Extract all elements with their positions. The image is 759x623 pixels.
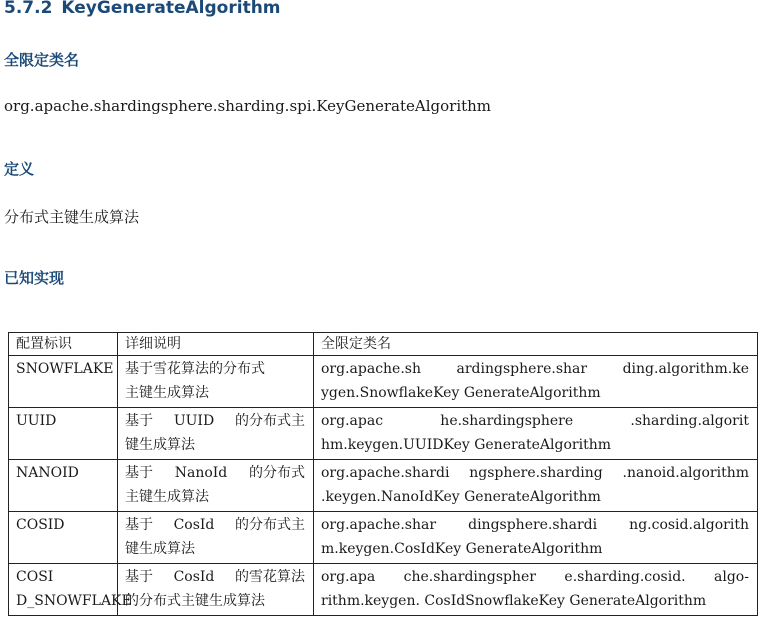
definition-label: 定义 (4, 160, 35, 178)
cell-description (118, 512, 314, 564)
fqcn-segment: he.shardingsphere (440, 413, 574, 429)
config-id-line: COSI (16, 569, 54, 585)
fqcn-segment: ygen.SnowflakeKey GenerateAlgorithm (321, 385, 601, 401)
cell-config-id (9, 356, 118, 408)
fqcn-segment: .keygen.NanoIdKey GenerateAlgorithm (321, 489, 601, 505)
section-title: KeyGenerateAlgorithm (61, 0, 281, 18)
fqcn-segment: ardingsphere.shar (456, 361, 588, 377)
description-segment: CosId (173, 569, 215, 585)
fqcn-segment: algo- (714, 569, 749, 585)
fqcn-line (321, 537, 757, 561)
implementations-table (8, 332, 758, 616)
description-segment: 的雪花算法 (234, 569, 305, 585)
section-number: 5.7.2 (4, 0, 53, 18)
config-id-line: NANOID (16, 465, 79, 481)
description-line: 的分布式主键生成算法 (125, 593, 265, 609)
table-header-row (9, 333, 758, 356)
cell-config-id (9, 564, 132, 616)
cell-description (118, 356, 314, 408)
description-line (125, 461, 313, 485)
table-row (9, 564, 758, 616)
table-row (9, 356, 758, 408)
table-row (9, 512, 758, 564)
description-segment: 的分布式 (248, 465, 305, 481)
fqcn-segment: hm.keygen.UUIDKey GenerateAlgorithm (321, 437, 612, 453)
description-line: 键生成算法 (125, 437, 195, 453)
cell-fqcn (314, 460, 758, 512)
cell-description (118, 564, 314, 616)
fqcn-segment: org.apache.shar (321, 517, 437, 533)
fqcn-line (321, 589, 757, 613)
cell-description (118, 460, 314, 512)
fqcn-value: org.apache.shardingsphere.sharding.spi.KeyGenerateAlgorithm (4, 97, 492, 115)
fqcn-segment: org.apache.shardi (321, 465, 450, 481)
description-segment: UUID (173, 413, 215, 429)
description-segment: NanoId (174, 465, 228, 481)
cell-fqcn (314, 356, 758, 408)
description-line (125, 409, 313, 433)
config-id-line: D_SNOWFLAKE (16, 593, 132, 609)
fqcn-segment: e.sharding.cosid. (564, 569, 686, 585)
fqcn-segment: org.apache.sh (321, 361, 421, 377)
fqcn-line (321, 513, 757, 537)
fqcn-segment: dingsphere.shardi (468, 517, 598, 533)
description-line: 主键生成算法 (125, 489, 209, 505)
fqcn-line (321, 485, 757, 509)
fqcn-segment: ng.cosid.algorith (629, 517, 749, 533)
cell-config-id (9, 460, 118, 512)
description-segment: 基于 (125, 569, 153, 585)
header-fqcn: 全限定类名 (314, 333, 758, 356)
table-row (9, 460, 758, 512)
description-line: 基于雪花算法的分布式 (125, 361, 265, 377)
fqcn-segment: org.apac (321, 413, 384, 429)
description-segment: CosId (173, 517, 215, 533)
fqcn-line (321, 565, 757, 589)
fqcn-segment: rithm.keygen. CosIdSnowflakeKey GenerateAlgorithm (321, 593, 707, 609)
header-config-id: 配置标识 (9, 333, 118, 356)
description-segment: 基于 (125, 517, 153, 533)
description-segment: 的分布式主 (234, 413, 305, 429)
cell-fqcn (314, 564, 758, 616)
fqcn-segment: ding.algorithm.ke (622, 361, 749, 377)
description-segment: 基于 (125, 465, 153, 481)
fqcn-line (321, 357, 757, 381)
fqcn-segment: org.apa (321, 569, 376, 585)
config-id-line: COSID (16, 517, 65, 533)
fqcn-segment: .sharding.algorit (630, 413, 749, 429)
cell-description (118, 408, 314, 460)
description-segment: 的分布式主 (234, 517, 305, 533)
cell-config-id (9, 408, 118, 460)
known-impl-label: 已知实现 (4, 269, 65, 287)
fqcn-line (321, 409, 757, 433)
config-id-line: SNOWFLAKE (16, 361, 114, 377)
cell-fqcn (314, 408, 758, 460)
cell-fqcn (314, 512, 758, 564)
fqcn-segment: ngsphere.sharding (469, 465, 603, 481)
config-id-line: UUID (16, 413, 57, 429)
fqcn-line (321, 433, 757, 457)
description-line: 主键生成算法 (125, 385, 209, 401)
fqcn-label: 全限定类名 (4, 51, 80, 69)
definition-value: 分布式主键生成算法 (4, 208, 140, 226)
header-description: 详细说明 (118, 333, 314, 356)
table-row (9, 408, 758, 460)
section-heading (4, 0, 281, 18)
fqcn-line (321, 461, 757, 485)
description-line (125, 513, 313, 537)
fqcn-segment: che.shardingspher (403, 569, 537, 585)
fqcn-segment: .nanoid.algorithm (622, 465, 749, 481)
description-line: 键生成算法 (125, 541, 195, 557)
fqcn-line (321, 381, 757, 405)
description-segment: 基于 (125, 413, 153, 429)
cell-config-id (9, 512, 118, 564)
fqcn-segment: m.keygen.CosIdKey GenerateAlgorithm (321, 541, 603, 557)
description-line (125, 565, 313, 589)
